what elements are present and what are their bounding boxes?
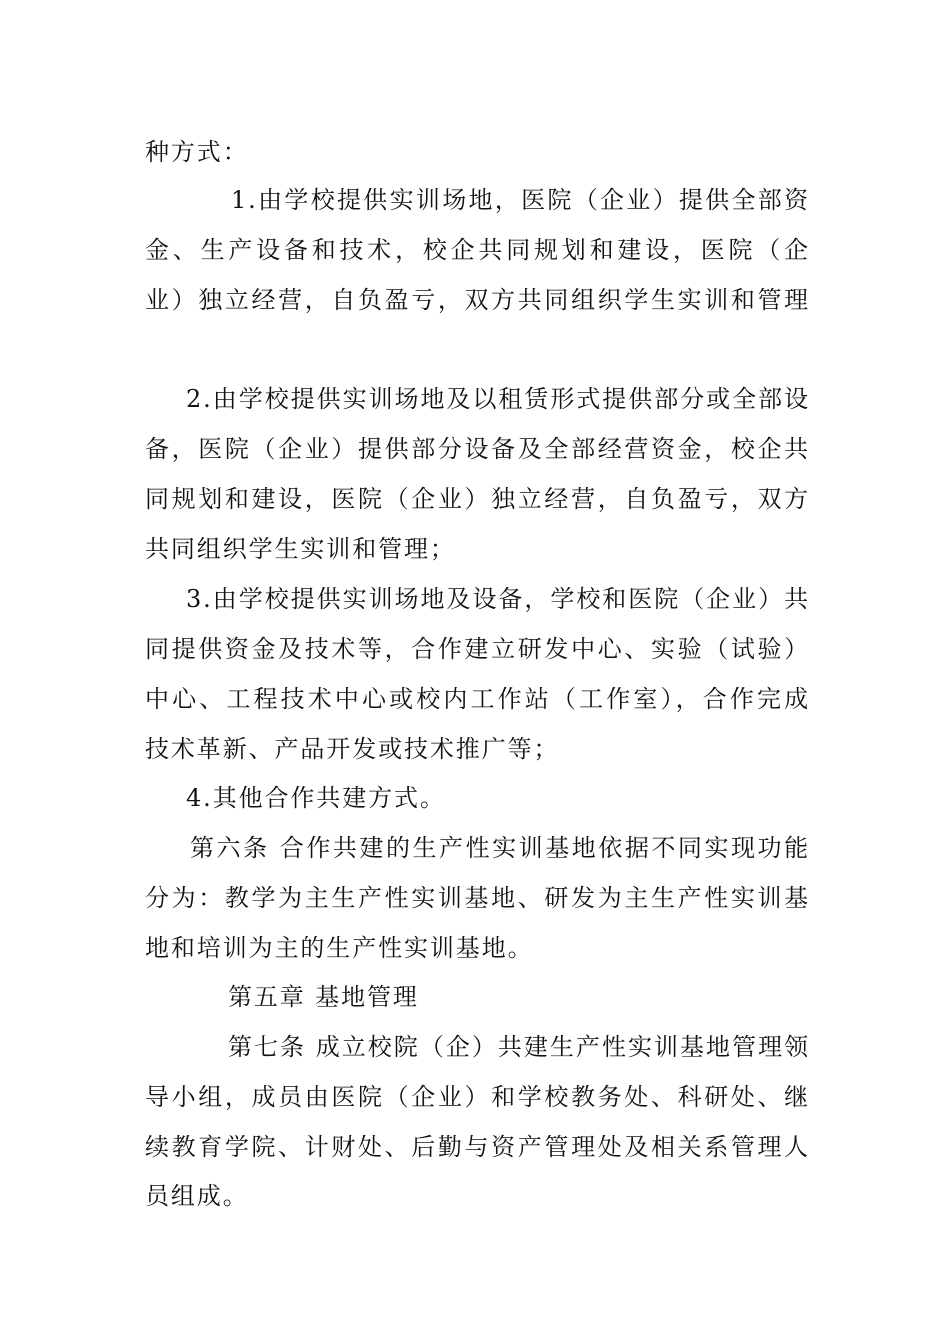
text-line-10: 同提供资金及技术等，合作建立研发中心、实验（试验） bbox=[145, 635, 810, 663]
text-line-15: 分为：教学为主生产性实训基地、研发为主生产性实训基 bbox=[145, 884, 810, 912]
text-line-3: 金、生产设备和技术，校企共同规划和建设，医院（企 bbox=[145, 236, 810, 264]
text-line-8: 共同组织学生实训和管理； bbox=[145, 535, 456, 563]
text-line-4: 业）独立经营，自负盈亏，双方共同组织学生实训和管理 bbox=[145, 286, 810, 314]
text-line-21: 员组成。 bbox=[145, 1182, 249, 1210]
text-line-16: 地和培训为主的生产性实训基地。 bbox=[145, 934, 534, 962]
text-line-2: 1.由学校提供实训场地，医院（企业）提供全部资 bbox=[231, 186, 810, 214]
text-line-11: 中心、工程技术中心或校内工作站（工作室），合作完成 bbox=[145, 685, 810, 713]
text-line-1: 种方式： bbox=[145, 138, 249, 166]
text-line-12: 技术革新、产品开发或技术推广等； bbox=[145, 735, 560, 763]
text-line-14: 第六条 合作共建的生产性实训基地依据不同实现功能 bbox=[190, 834, 810, 862]
text-line-20: 续教育学院、计财处、后勤与资产管理处及相关系管理人 bbox=[145, 1133, 810, 1161]
text-line-13: 4.其他合作共建方式。 bbox=[186, 784, 446, 812]
text-line-5: 2.由学校提供实训场地及以租赁形式提供部分或全部设 bbox=[186, 385, 810, 413]
chapter-heading: 第五章 基地管理 bbox=[228, 983, 419, 1011]
text-line-6: 备，医院（企业）提供部分设备及全部经营资金，校企共 bbox=[145, 435, 810, 463]
text-line-9: 3.由学校提供实训场地及设备，学校和医院（企业）共 bbox=[186, 585, 810, 613]
text-line-19: 导小组，成员由医院（企业）和学校教务处、科研处、继 bbox=[145, 1083, 810, 1111]
text-line-7: 同规划和建设，医院（企业）独立经营，自负盈亏，双方 bbox=[145, 485, 810, 513]
text-line-18: 第七条 成立校院（企）共建生产性实训基地管理领 bbox=[228, 1033, 810, 1061]
